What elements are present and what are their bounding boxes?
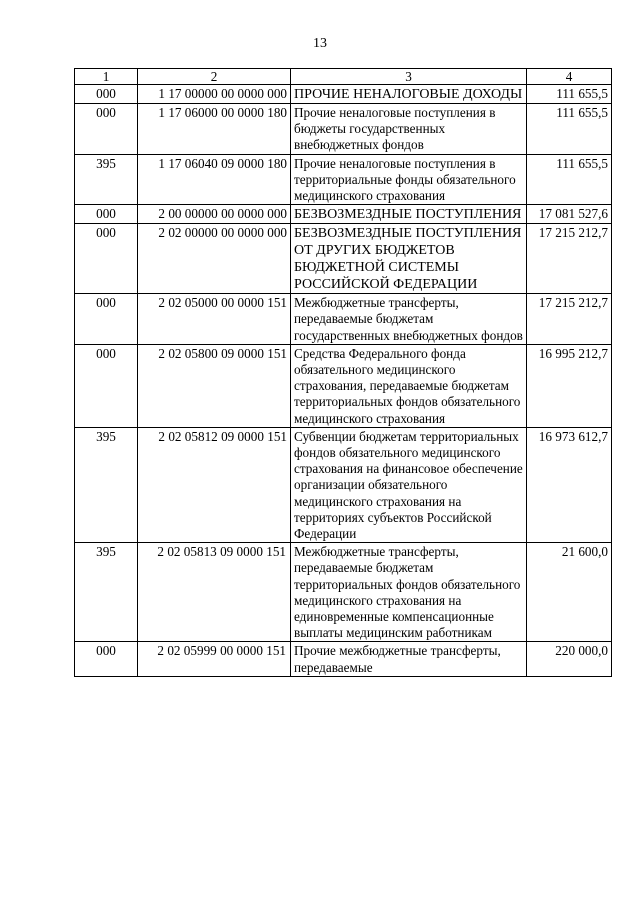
budget-code-cell: 2 02 00000 00 0000 000 [138, 224, 291, 294]
budget-code-cell: 2 02 05000 00 0000 151 [138, 294, 291, 345]
admin-code-cell: 000 [75, 344, 138, 427]
table-row [75, 224, 612, 294]
income-name-cell: Средства Федерального фонда обязательного медицинского страхования, передаваемые бюджетам территориальных фондов обязательного медицинского страхования [291, 344, 527, 427]
amount-cell: 17 215 212,7 [527, 294, 612, 345]
table-header-row [75, 69, 612, 85]
amount-cell: 111 655,5 [527, 104, 612, 155]
income-name-cell: Межбюджетные трансферты, передаваемые бюджетам территориальных фондов обязательного медицинского страхования на единовременные компенсационные выплаты медицинским работникам [291, 543, 527, 642]
admin-code-cell: 000 [75, 642, 138, 676]
income-name-cell: Межбюджетные трансферты, передаваемые бюджетам государственных внебюджетных фондов [291, 294, 527, 345]
admin-code-cell: 395 [75, 154, 138, 205]
table-row [75, 104, 612, 155]
budget-code-cell: 2 02 05800 09 0000 151 [138, 344, 291, 427]
table-row [75, 642, 612, 676]
amount-cell: 16 995 212,7 [527, 344, 612, 427]
amount-cell: 220 000,0 [527, 642, 612, 676]
table-row [75, 427, 612, 542]
admin-code-cell: 000 [75, 85, 138, 104]
budget-code-cell: 2 02 05812 09 0000 151 [138, 427, 291, 542]
budget-code-cell: 1 17 06040 09 0000 180 [138, 154, 291, 205]
page-number: 13 [313, 36, 327, 51]
column-header-4: 4 [527, 69, 612, 85]
table-row [75, 205, 612, 224]
budget-code-cell: 1 17 00000 00 0000 000 [138, 85, 291, 104]
column-header-1: 1 [75, 69, 138, 85]
table-row [75, 543, 612, 642]
income-name-cell: Прочие неналоговые поступления в бюджеты государственных внебюджетных фондов [291, 104, 527, 155]
column-header-3: 3 [291, 69, 527, 85]
admin-code-cell: 000 [75, 224, 138, 294]
budget-revenue-table [74, 68, 612, 677]
income-name-cell: БЕЗВОЗМЕЗДНЫЕ ПОСТУПЛЕНИЯ ОТ ДРУГИХ БЮДЖЕТОВ БЮДЖЕТНОЙ СИСТЕМЫ РОССИЙСКОЙ ФЕДЕРАЦИИ [291, 224, 527, 294]
admin-code-cell: 395 [75, 427, 138, 542]
table-row [75, 344, 612, 427]
income-name-cell: Прочие неналоговые поступления в территориальные фонды обязательного медицинского страхования [291, 154, 527, 205]
budget-code-cell: 2 02 05999 00 0000 151 [138, 642, 291, 676]
admin-code-cell: 000 [75, 294, 138, 345]
amount-cell: 111 655,5 [527, 85, 612, 104]
amount-cell: 17 215 212,7 [527, 224, 612, 294]
amount-cell: 111 655,5 [527, 154, 612, 205]
admin-code-cell: 000 [75, 205, 138, 224]
income-name-cell: БЕЗВОЗМЕЗДНЫЕ ПОСТУПЛЕНИЯ [291, 205, 527, 224]
table-row [75, 154, 612, 205]
budget-code-cell: 1 17 06000 00 0000 180 [138, 104, 291, 155]
table-row [75, 294, 612, 345]
amount-cell: 21 600,0 [527, 543, 612, 642]
amount-cell: 16 973 612,7 [527, 427, 612, 542]
income-name-cell: Прочие межбюджетные трансферты, передаваемые [291, 642, 527, 676]
admin-code-cell: 395 [75, 543, 138, 642]
column-header-2: 2 [138, 69, 291, 85]
income-name-cell: ПРОЧИЕ НЕНАЛОГОВЫЕ ДОХОДЫ [291, 85, 527, 104]
income-name-cell: Субвенции бюджетам территориальных фондов обязательного медицинского страхования на финансовое обеспечение организации обязательного медицинского страхования на территориях субъектов Российской Федерации [291, 427, 527, 542]
admin-code-cell: 000 [75, 104, 138, 155]
amount-cell: 17 081 527,6 [527, 205, 612, 224]
budget-code-cell: 2 00 00000 00 0000 000 [138, 205, 291, 224]
budget-code-cell: 2 02 05813 09 0000 151 [138, 543, 291, 642]
table-row [75, 85, 612, 104]
